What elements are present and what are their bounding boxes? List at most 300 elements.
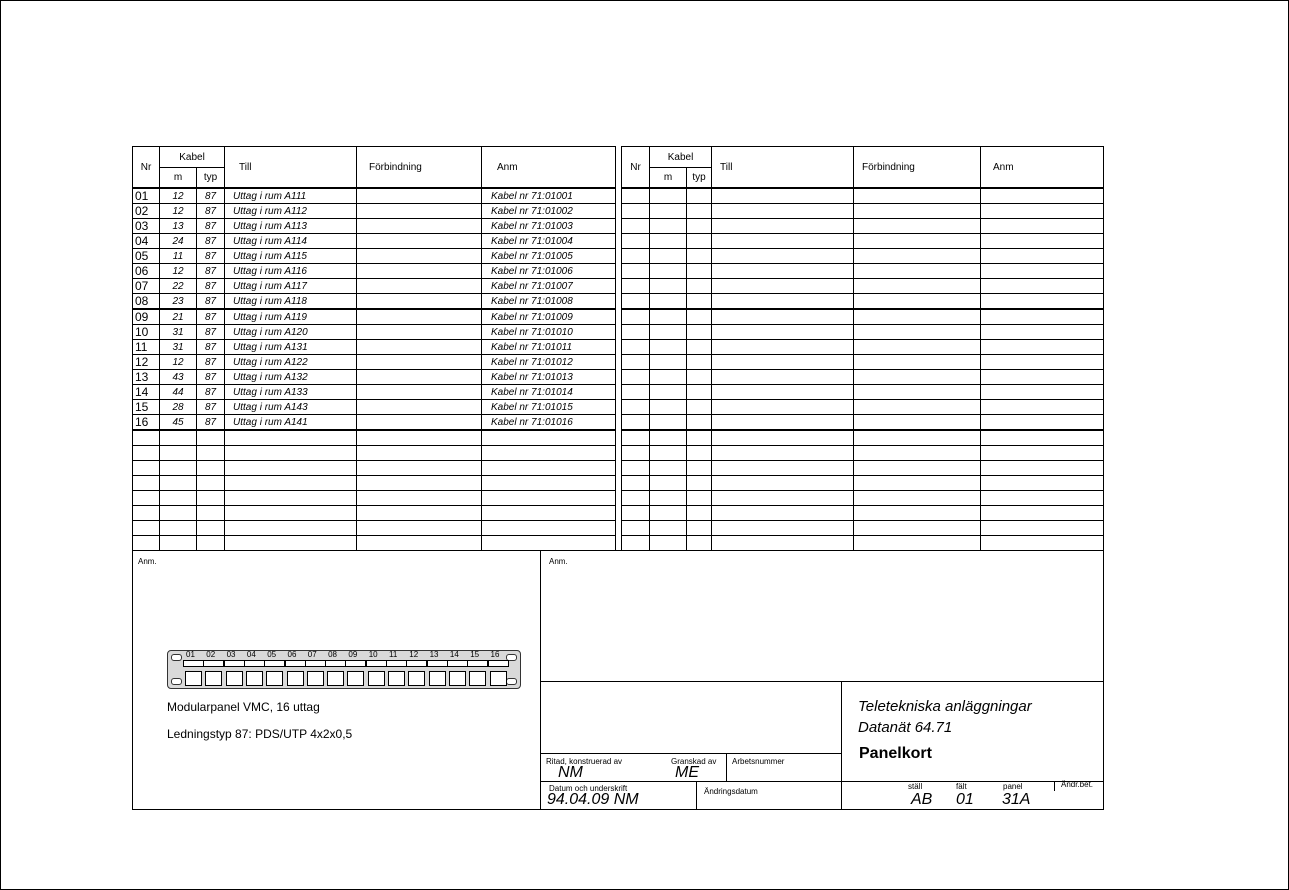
cell-nr: 16 xyxy=(133,415,160,431)
divider xyxy=(1054,781,1055,791)
cell-nr xyxy=(622,325,650,340)
cell-anm: Kabel nr 71:01003 xyxy=(482,219,616,234)
cell-anm: Kabel nr 71:01016 xyxy=(482,415,616,431)
cell-forbindning xyxy=(854,355,981,370)
col-m: m xyxy=(650,168,687,189)
cell-forbindning xyxy=(854,219,981,234)
cell-nr xyxy=(622,204,650,219)
anm-right-label: Anm. xyxy=(549,557,568,566)
cell-nr xyxy=(622,188,650,204)
panel-label: panel xyxy=(1003,782,1023,791)
cell-nr xyxy=(133,536,160,551)
cell-forbindning xyxy=(357,325,482,340)
table-row xyxy=(133,188,616,204)
cell-till xyxy=(712,249,854,264)
cell-nr: 11 xyxy=(133,340,160,355)
cell-forbindning xyxy=(854,204,981,219)
cell-typ xyxy=(687,309,712,325)
cell-typ xyxy=(197,446,225,461)
cell-anm: Kabel nr 71:01011 xyxy=(482,340,616,355)
cell-nr xyxy=(622,309,650,325)
cell-m: 21 xyxy=(160,309,197,325)
divider xyxy=(726,753,727,781)
cell-typ: 87 xyxy=(197,415,225,431)
patch-panel-illustration xyxy=(167,650,521,689)
cell-nr xyxy=(622,430,650,446)
cell-m: 31 xyxy=(160,340,197,355)
cell-nr xyxy=(622,370,650,385)
cell-till xyxy=(225,446,357,461)
cell-nr xyxy=(622,506,650,521)
cell-nr: 08 xyxy=(133,294,160,310)
table-row xyxy=(622,279,1104,294)
table-row xyxy=(133,461,616,476)
cell-m xyxy=(160,461,197,476)
table-row xyxy=(622,234,1104,249)
cell-m: 43 xyxy=(160,370,197,385)
port-number: 16 xyxy=(490,650,500,659)
table-row xyxy=(622,325,1104,340)
arbetsnummer-label: Arbetsnummer xyxy=(732,757,785,766)
cell-typ: 87 xyxy=(197,400,225,415)
cell-anm xyxy=(981,219,1104,234)
table-row xyxy=(622,536,1104,551)
table-row xyxy=(622,400,1104,415)
cell-forbindning xyxy=(357,385,482,400)
divider xyxy=(841,681,842,809)
cell-m xyxy=(650,506,687,521)
cell-forbindning xyxy=(357,340,482,355)
cell-anm xyxy=(981,461,1104,476)
cell-forbindning xyxy=(357,430,482,446)
col-till: Till xyxy=(712,147,854,189)
cell-till xyxy=(712,476,854,491)
cell-till: Uttag i rum A112 xyxy=(225,204,357,219)
col-anm: Anm xyxy=(981,147,1104,189)
table-row xyxy=(622,415,1104,431)
cell-typ xyxy=(687,415,712,431)
cell-typ: 87 xyxy=(197,340,225,355)
cell-typ: 87 xyxy=(197,279,225,294)
cell-anm xyxy=(981,491,1104,506)
cell-forbindning xyxy=(854,476,981,491)
granskad-label: Granskad av xyxy=(671,757,717,766)
cell-forbindning xyxy=(854,491,981,506)
cell-m xyxy=(650,340,687,355)
cell-forbindning xyxy=(854,400,981,415)
table-row xyxy=(622,204,1104,219)
cell-forbindning xyxy=(854,536,981,551)
cell-nr: 14 xyxy=(133,385,160,400)
cell-typ xyxy=(197,476,225,491)
cell-till: Uttag i rum A120 xyxy=(225,325,357,340)
cell-m: 24 xyxy=(160,234,197,249)
cell-nr xyxy=(622,264,650,279)
cell-anm: Kabel nr 71:01012 xyxy=(482,355,616,370)
cell-anm xyxy=(981,264,1104,279)
table-row xyxy=(133,476,616,491)
table-row xyxy=(622,355,1104,370)
table-row xyxy=(133,415,616,431)
table-row xyxy=(622,309,1104,325)
cell-typ xyxy=(687,521,712,536)
cell-anm xyxy=(981,188,1104,204)
col-anm: Anm xyxy=(482,147,616,189)
col-forbindning: Förbindning xyxy=(854,147,981,189)
cell-anm xyxy=(981,476,1104,491)
mount-hole xyxy=(171,678,182,685)
cable-table-right xyxy=(621,146,1104,551)
cell-typ xyxy=(197,461,225,476)
cell-till xyxy=(712,234,854,249)
cell-anm xyxy=(482,476,616,491)
cell-typ xyxy=(687,294,712,310)
table-row xyxy=(133,370,616,385)
cell-anm xyxy=(981,385,1104,400)
rj45-port-icon xyxy=(185,671,202,686)
port-label-strip xyxy=(305,660,326,667)
cell-nr xyxy=(622,415,650,431)
cell-m xyxy=(650,370,687,385)
cell-typ xyxy=(687,430,712,446)
cell-forbindning xyxy=(854,188,981,204)
cell-till xyxy=(712,536,854,551)
cell-nr: 10 xyxy=(133,325,160,340)
cell-forbindning xyxy=(357,188,482,204)
cell-typ xyxy=(687,400,712,415)
cell-forbindning xyxy=(357,370,482,385)
cell-anm xyxy=(981,430,1104,446)
cell-till xyxy=(712,506,854,521)
cell-typ xyxy=(687,385,712,400)
cell-anm: Kabel nr 71:01013 xyxy=(482,370,616,385)
cell-till: Uttag i rum A133 xyxy=(225,385,357,400)
cell-forbindning xyxy=(357,476,482,491)
cell-typ: 87 xyxy=(197,309,225,325)
cell-m xyxy=(160,521,197,536)
cell-m xyxy=(160,536,197,551)
cell-nr xyxy=(133,446,160,461)
cell-forbindning xyxy=(854,325,981,340)
cell-typ: 87 xyxy=(197,325,225,340)
table-row xyxy=(133,506,616,521)
cell-anm xyxy=(981,536,1104,551)
port-label-strip xyxy=(406,660,427,667)
cell-m xyxy=(650,536,687,551)
port-label-strip xyxy=(285,660,306,667)
cell-forbindning xyxy=(357,415,482,431)
table-row xyxy=(622,385,1104,400)
cell-till: Uttag i rum A118 xyxy=(225,294,357,310)
cell-nr xyxy=(133,430,160,446)
cell-m xyxy=(650,325,687,340)
cell-typ xyxy=(687,536,712,551)
cell-nr: 06 xyxy=(133,264,160,279)
cell-forbindning xyxy=(357,309,482,325)
cell-till xyxy=(225,430,357,446)
port-label-strip xyxy=(447,660,468,667)
table-row xyxy=(133,325,616,340)
cell-till xyxy=(225,506,357,521)
cell-nr xyxy=(133,491,160,506)
rj45-port-icon xyxy=(388,671,405,686)
cell-anm: Kabel nr 71:01004 xyxy=(482,234,616,249)
datum-label: Datum och underskrift xyxy=(549,784,628,793)
col-till: Till xyxy=(225,147,357,189)
cell-anm: Kabel nr 71:01010 xyxy=(482,325,616,340)
port-label-strip xyxy=(386,660,407,667)
cell-till xyxy=(712,219,854,234)
cell-till xyxy=(225,536,357,551)
cell-nr xyxy=(133,476,160,491)
cell-forbindning xyxy=(854,264,981,279)
cell-m xyxy=(160,506,197,521)
andringsdatum-label: Ändringsdatum xyxy=(704,787,758,796)
cell-anm xyxy=(482,506,616,521)
cell-nr xyxy=(622,446,650,461)
table-row xyxy=(133,264,616,279)
cell-m xyxy=(650,446,687,461)
cell-anm xyxy=(981,309,1104,325)
cell-nr: 09 xyxy=(133,309,160,325)
col-kabel: Kabel xyxy=(160,147,225,168)
cell-m: 28 xyxy=(160,400,197,415)
cell-till xyxy=(712,415,854,431)
cell-anm: Kabel nr 71:01008 xyxy=(482,294,616,310)
rj45-port-icon xyxy=(408,671,425,686)
table-row xyxy=(133,521,616,536)
cell-m xyxy=(650,249,687,264)
cell-typ: 87 xyxy=(197,370,225,385)
col-typ: typ xyxy=(197,168,225,189)
cell-nr: 02 xyxy=(133,204,160,219)
granskad-value: ME xyxy=(675,764,699,781)
cell-typ: 87 xyxy=(197,249,225,264)
table-row xyxy=(133,400,616,415)
cell-typ xyxy=(197,506,225,521)
rj45-port-icon xyxy=(266,671,283,686)
cell-till xyxy=(225,476,357,491)
cell-typ xyxy=(687,355,712,370)
cell-m: 12 xyxy=(160,355,197,370)
cell-anm xyxy=(482,536,616,551)
cell-till: Uttag i rum A111 xyxy=(225,188,357,204)
mount-hole xyxy=(171,654,182,661)
cell-m xyxy=(650,264,687,279)
table-row xyxy=(622,188,1104,204)
cell-typ xyxy=(197,430,225,446)
table-row xyxy=(622,249,1104,264)
cell-nr xyxy=(622,294,650,310)
port-label-strip xyxy=(183,660,204,667)
cell-till: Uttag i rum A122 xyxy=(225,355,357,370)
table-row xyxy=(622,506,1104,521)
cell-nr: 03 xyxy=(133,219,160,234)
ritad-label: Ritad, konstruerad av xyxy=(546,757,623,766)
cell-till xyxy=(225,521,357,536)
cell-typ: 87 xyxy=(197,264,225,279)
org-name: Teletekniska anläggningar xyxy=(858,698,1032,715)
rj45-port-icon xyxy=(205,671,222,686)
table-row xyxy=(622,370,1104,385)
cell-till xyxy=(712,204,854,219)
cell-anm: Kabel nr 71:01015 xyxy=(482,400,616,415)
cell-forbindning xyxy=(854,249,981,264)
cell-nr xyxy=(133,461,160,476)
cell-till xyxy=(225,491,357,506)
cell-typ xyxy=(687,370,712,385)
cell-forbindning xyxy=(357,264,482,279)
cell-till xyxy=(712,400,854,415)
cell-m xyxy=(650,309,687,325)
cell-nr: 13 xyxy=(133,370,160,385)
cell-anm xyxy=(981,355,1104,370)
cell-till xyxy=(712,325,854,340)
cell-till: Uttag i rum A141 xyxy=(225,415,357,431)
cell-anm xyxy=(981,370,1104,385)
cell-till xyxy=(712,264,854,279)
cell-till xyxy=(712,370,854,385)
cell-anm: Kabel nr 71:01006 xyxy=(482,264,616,279)
col-m: m xyxy=(160,168,197,189)
cell-nr xyxy=(622,521,650,536)
cell-typ xyxy=(687,188,712,204)
cell-nr xyxy=(622,476,650,491)
cell-nr xyxy=(622,400,650,415)
cell-forbindning xyxy=(357,506,482,521)
port-label-strip xyxy=(427,660,448,667)
table-row xyxy=(133,385,616,400)
cell-forbindning xyxy=(357,294,482,310)
port-number: 08 xyxy=(328,650,337,659)
cell-till xyxy=(712,521,854,536)
table-row xyxy=(622,521,1104,536)
cell-nr xyxy=(622,385,650,400)
cell-m xyxy=(160,476,197,491)
port-number: 09 xyxy=(348,650,358,659)
cell-anm xyxy=(981,249,1104,264)
cell-typ: 87 xyxy=(197,385,225,400)
rj45-port-icon xyxy=(347,671,364,686)
cable-type: Ledningstyp 87: PDS/UTP 4x2x0,5 xyxy=(167,727,353,741)
cell-nr xyxy=(622,355,650,370)
table-row xyxy=(133,309,616,325)
port-label-strip xyxy=(224,660,245,667)
cell-typ xyxy=(687,234,712,249)
cell-nr xyxy=(133,506,160,521)
cell-m: 12 xyxy=(160,264,197,279)
cell-typ xyxy=(687,461,712,476)
cell-till xyxy=(712,430,854,446)
cell-forbindning xyxy=(854,309,981,325)
table-row xyxy=(133,279,616,294)
port-number: 01 xyxy=(186,650,195,659)
cell-forbindning xyxy=(854,294,981,310)
cell-forbindning xyxy=(854,234,981,249)
cell-m xyxy=(650,234,687,249)
cell-m xyxy=(650,294,687,310)
port-number: 13 xyxy=(429,650,439,659)
anm-left-label: Anm. xyxy=(138,557,157,566)
cell-anm xyxy=(981,400,1104,415)
port-number: 15 xyxy=(470,650,480,659)
table-row xyxy=(133,355,616,370)
cell-anm xyxy=(482,446,616,461)
port-number: 02 xyxy=(206,650,216,659)
drawing-title: Panelkort xyxy=(859,745,932,762)
cell-anm xyxy=(981,294,1104,310)
cell-forbindning xyxy=(357,400,482,415)
cell-anm: Kabel nr 71:01009 xyxy=(482,309,616,325)
cell-m xyxy=(650,461,687,476)
cell-typ xyxy=(687,476,712,491)
port-label-strip xyxy=(244,660,265,667)
cell-m xyxy=(650,279,687,294)
divider xyxy=(540,753,841,754)
cell-anm xyxy=(981,234,1104,249)
cell-forbindning xyxy=(854,461,981,476)
datum-value: 94.04.09 NM xyxy=(547,791,639,808)
cable-table-left xyxy=(132,146,616,551)
cell-m xyxy=(650,355,687,370)
cell-anm: Kabel nr 71:01001 xyxy=(482,188,616,204)
cell-till xyxy=(712,491,854,506)
table-row xyxy=(622,294,1104,310)
cell-typ xyxy=(687,249,712,264)
cell-forbindning xyxy=(854,521,981,536)
cell-m: 31 xyxy=(160,325,197,340)
cell-m xyxy=(650,430,687,446)
table-row xyxy=(133,204,616,219)
cell-till: Uttag i rum A113 xyxy=(225,219,357,234)
project-name: Datanät 64.71 xyxy=(858,719,953,736)
cell-anm xyxy=(981,506,1104,521)
cell-m: 44 xyxy=(160,385,197,400)
stall-value: AB xyxy=(911,791,939,810)
stall-label: ställ xyxy=(908,782,923,791)
table-row xyxy=(133,234,616,249)
divider xyxy=(696,781,697,809)
cell-nr: 07 xyxy=(133,279,160,294)
cell-till: Uttag i rum A117 xyxy=(225,279,357,294)
table-row xyxy=(133,219,616,234)
cell-till xyxy=(712,355,854,370)
rj45-port-icon xyxy=(449,671,466,686)
cell-forbindning xyxy=(357,521,482,536)
cell-anm: Kabel nr 71:01005 xyxy=(482,249,616,264)
col-forbindning: Förbindning xyxy=(357,147,482,189)
table-row xyxy=(622,340,1104,355)
panel-value: 31A xyxy=(1002,791,1046,810)
port-label-strip xyxy=(264,660,285,667)
cell-forbindning xyxy=(854,370,981,385)
cell-m xyxy=(160,491,197,506)
cell-typ xyxy=(197,491,225,506)
cell-forbindning xyxy=(357,446,482,461)
cell-m: 12 xyxy=(160,188,197,204)
table-row xyxy=(133,536,616,551)
table-row xyxy=(622,219,1104,234)
rj45-port-icon xyxy=(226,671,243,686)
divider xyxy=(540,681,1103,682)
falt-value: 01 xyxy=(956,791,986,810)
cell-forbindning xyxy=(357,355,482,370)
cell-typ xyxy=(687,491,712,506)
port-label-strip xyxy=(325,660,346,667)
port-number: 07 xyxy=(307,650,317,659)
cell-m xyxy=(160,430,197,446)
port-number: 11 xyxy=(389,650,398,659)
